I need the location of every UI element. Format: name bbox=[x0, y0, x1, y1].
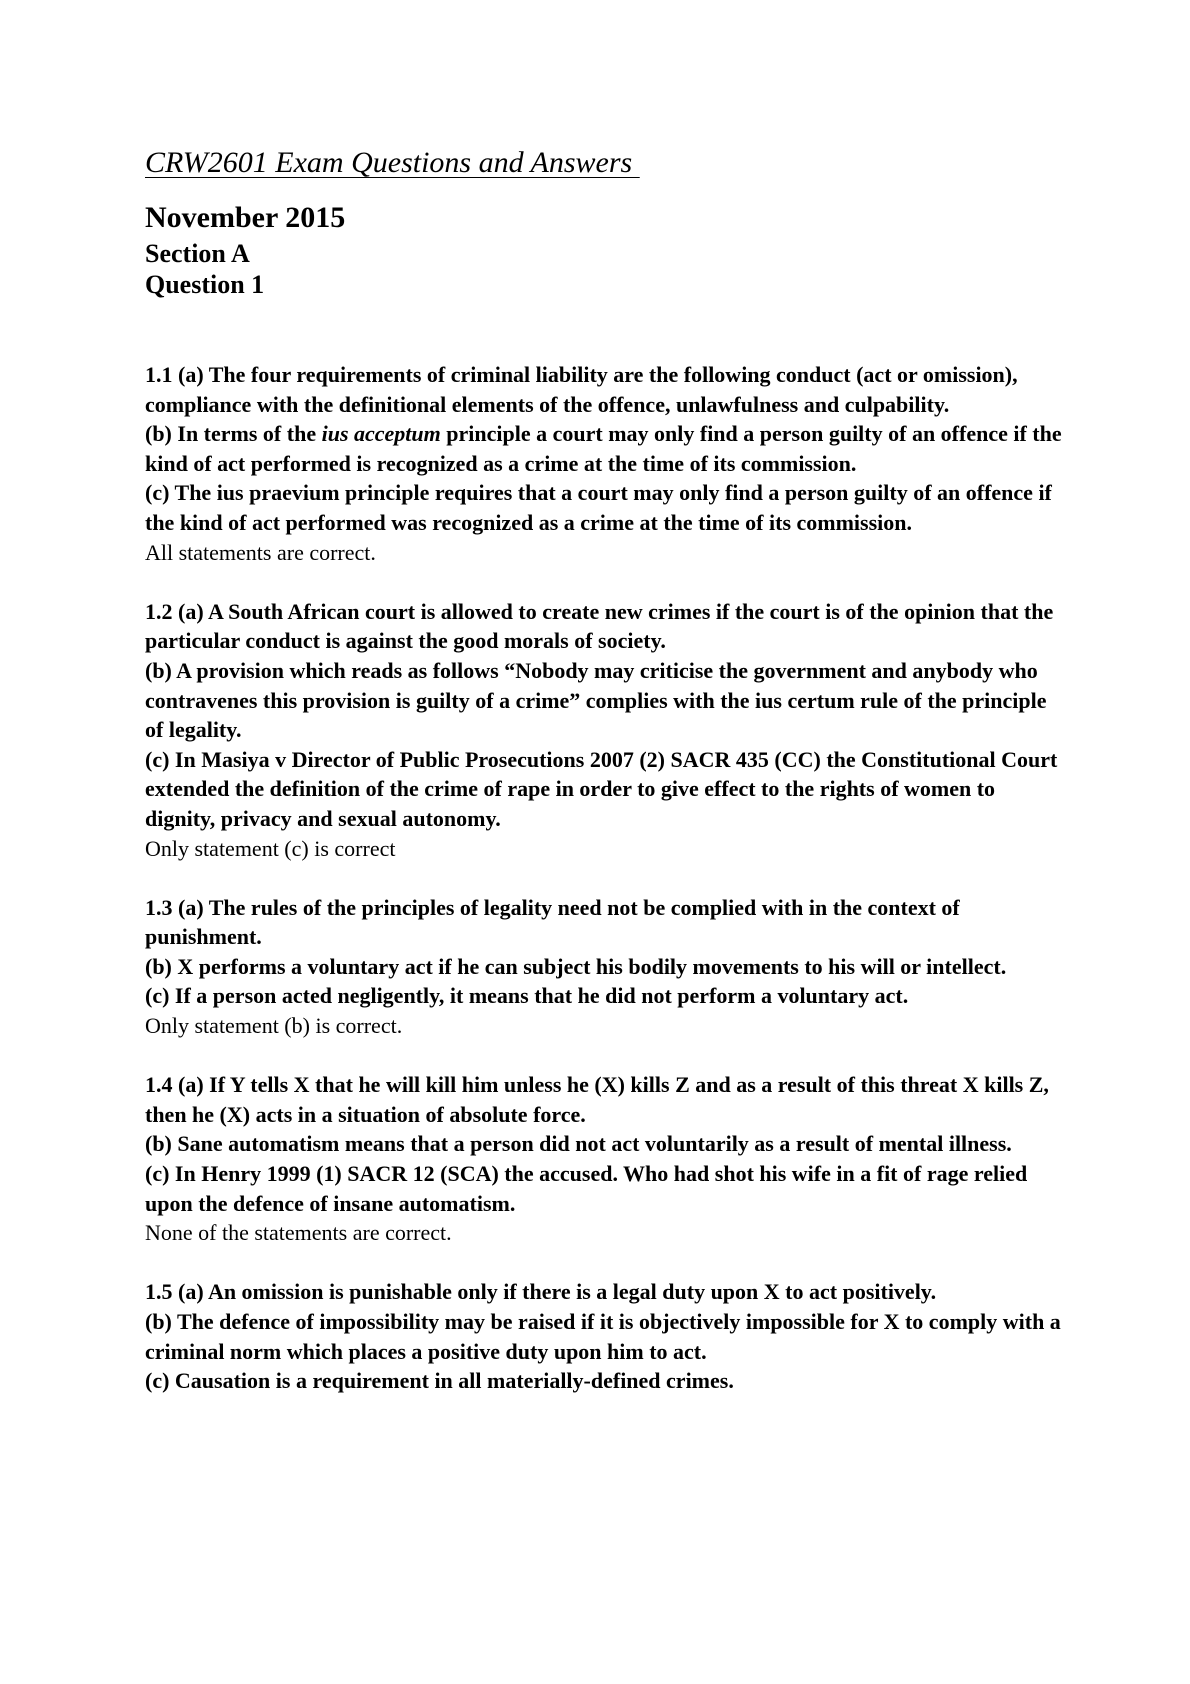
statement-b-prefix: (b) In terms of the bbox=[145, 421, 322, 447]
answer: All statements are correct. bbox=[145, 539, 376, 565]
ius-acceptum-term: ius acceptum bbox=[321, 421, 441, 447]
statement-c: (c) The ius praevium principle requires that a court may only find a person guilty of an offence if the kind of act performed was recognized as a crime at the time of its commission. bbox=[145, 480, 1052, 535]
section-heading: Section A bbox=[145, 239, 250, 268]
statement-c: (c) Causation is a requirement in all materially-defined crimes. bbox=[145, 1368, 734, 1394]
statement-c: (c) If a person acted negligently, it means that he did not perform a voluntary act. bbox=[145, 983, 909, 1009]
answer: Only statement (c) is correct bbox=[145, 835, 396, 861]
statement-b bbox=[145, 419, 1065, 478]
statement-a: 1.1 (a) The four requirements of criminal liability are the following conduct (act or omission), compliance with the definitional elements of the offence, unlawfulness and culpability. bbox=[145, 362, 1018, 417]
document-date: November 2015 bbox=[145, 201, 346, 234]
question-1-5 bbox=[145, 1277, 1065, 1395]
answer: Only statement (b) is correct. bbox=[145, 1013, 403, 1039]
question-1-2 bbox=[145, 597, 1065, 863]
document-title: CRW2601 Exam Questions and Answers bbox=[145, 146, 640, 179]
question-heading: Question 1 bbox=[145, 270, 265, 299]
question-1-4 bbox=[145, 1070, 1065, 1248]
question-1-1 bbox=[145, 360, 1065, 567]
statement-a: 1.3 (a) The rules of the principles of legality need not be complied with in the context of punishment. bbox=[145, 894, 960, 950]
statement-a: 1.4 (a) If Y tells X that he will kill him unless he (X) kills Z and as a result of this threat X kills Z, then he (X) acts in a situation of absolute force. bbox=[145, 1072, 1049, 1127]
statement-b-suffix: principle a court may only find a person guilty of an offence if the kind of act performed is recognized as a crime at the time of its commission. bbox=[145, 421, 1062, 476]
statement-b: (b) A provision which reads as follows “Nobody may criticise the government and anybody who contravenes this provision is guilty of a crime” complies with the ius certum rule of the principle of legality. bbox=[145, 657, 1047, 743]
statement-c: (c) In Henry 1999 (1) SACR 12 (SCA) the accused. Who had shot his wife in a fit of rage relied upon the defence of insane automatism. bbox=[145, 1161, 1028, 1216]
statement-b: (b) X performs a voluntary act if he can subject his bodily movements to his will or intellect. bbox=[145, 953, 1007, 979]
questions-list bbox=[145, 360, 1065, 1425]
statement-a: 1.2 (a) A South African court is allowed to create new crimes if the court is of the opinion that the particular conduct is against the good morals of society. bbox=[145, 598, 1054, 654]
answer: None of the statements are correct. bbox=[145, 1220, 452, 1246]
statement-c: (c) In Masiya v Director of Public Prosecutions 2007 (2) SACR 435 (CC) the Constitutional Court extended the definition of the crime of rape in order to give effect to the rights of women to dignity, privacy and sexual autonomy. bbox=[145, 746, 1058, 831]
statement-a: 1.5 (a) An omission is punishable only if there is a legal duty upon X to act positively. bbox=[145, 1279, 937, 1305]
statement-b: (b) The defence of impossibility may be raised if it is objectively impossible for X to comply with a criminal norm which places a positive duty upon him to act. bbox=[145, 1309, 1061, 1364]
question-1-3 bbox=[145, 893, 1065, 1041]
statement-b: (b) Sane automatism means that a person did not act voluntarily as a result of mental illness. bbox=[145, 1131, 1012, 1157]
